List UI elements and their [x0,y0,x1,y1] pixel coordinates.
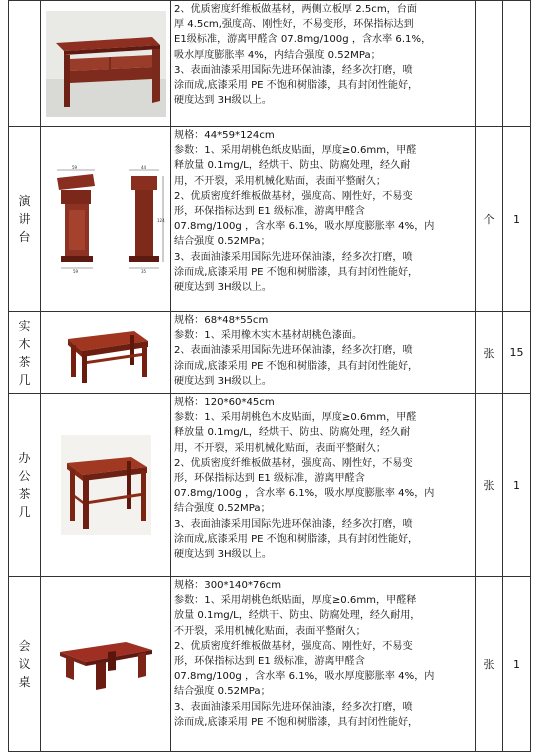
description-line: 结合强度 0.52MPa； [174,503,271,515]
description-line: 硬度达到 3H级以上。 [174,282,272,294]
table-row [9,312,531,394]
description-line: 硬度达到 3H级以上。 [174,375,272,387]
item-quantity: 1 [503,394,531,577]
description-line: 2、表面油漆采用国际先进环保油漆，经多次打磨，喷 [174,345,413,357]
item-description [171,577,476,752]
item-name-cell [9,127,41,312]
podium-dim-label: 59 [71,165,77,170]
item-name-cell [9,312,41,394]
item-image-cell [41,127,171,312]
item-description [171,312,476,394]
podium-photo [43,164,169,274]
description-line: 涂而成,底漆采用 PE 不饱和树脂漆，具有封闭性能好， [174,80,419,92]
table-row [9,394,531,577]
description-line: 规格：300*140*76cm [174,580,282,591]
description-line: 参数：1、采用胡桃色纸皮贴面，厚度≥0.6mm，甲醛 [174,145,417,157]
item-quantity: 1 [503,577,531,752]
description-line: 释放量 0.1mg/L，经烘干、防虫、防腐处理，经久耐 [174,160,411,172]
description-line: 硬度达到 3H级以上。 [174,95,272,107]
podium-dim-label: 124 [156,218,165,223]
item-name-char: 茶 [18,354,31,369]
item-name-char: 台 [18,230,31,244]
item-image-cell [41,577,171,752]
office-tea-table-photo [61,435,151,535]
description-line: 形，环保指标达到 E1 级标准，游离甲醛含 [174,656,365,668]
item-unit: 张 [476,394,503,577]
description-line: 2、优质密度纤维板做基材，强度高、刚性好，不易变 [174,457,413,469]
description-line: 参数：1、采用胡桃色纸贴面，厚度≥0.6mm，甲醛释 [174,595,417,607]
item-unit: 张 [476,312,503,394]
item-name-char: 讲 [18,212,31,226]
item-name-cell [9,577,41,752]
description-line: 用，不开裂，采用机械化贴面，表面平整耐久； [174,175,386,187]
description-line: 2、优质密度纤维板做基材，强度高、刚性好，不易变 [174,640,413,652]
item-name-char: 会 [18,639,31,653]
description-line: 3、表面油漆采用国际先进环保油漆，经多次打磨，喷 [174,251,413,263]
description-line: 吸水厚度膨胀率 4%，内结合强度 0.52MPa； [174,49,381,61]
description-line: 涂而成,底漆采用 PE 不饱和树脂漆，具有封闭性能好， [174,716,419,728]
item-image-cell [41,1,171,127]
item-description [171,394,476,577]
podium-dim-label: 44 [140,165,146,170]
description-line: 3、表面油漆采用国际先进环保油漆，经多次打磨，喷 [174,518,413,530]
item-name-char: 木 [18,336,31,351]
item-unit: 张 [476,577,503,752]
item-name-char: 几 [18,372,31,387]
description-line: 放量 0.1mg/L，经烘干、防虫、防腐处理，经久耐用， [174,610,421,622]
description-line: 涂而成,底漆采用 PE 不饱和树脂漆，具有封闭性能好， [174,533,419,545]
description-line: 3、表面油漆采用国际先进环保油漆，经多次打磨，喷 [174,701,413,713]
description-line: 规格：68*48*55cm [174,315,269,326]
description-line: 涂而成,底漆采用 PE 不饱和树脂漆，具有封闭性能好， [174,266,419,278]
conference-table-photo [56,634,156,694]
description-line: 不开裂，采用机械化贴面，表面平整耐久； [174,625,366,637]
item-image-cell [41,312,171,394]
description-line: 2、优质密度纤维板做基材，强度高、刚性好，不易变 [174,190,413,202]
description-line: 07.8mg/100g ，含水率 6.1%，吸水厚度膨胀率 4%，内 [174,221,435,233]
description-line: 2、优质密度纤维板做基材，两侧立板厚 2.5cm，台面 [174,4,417,15]
item-name-char: 桌 [18,675,31,689]
solid-wood-tea-table-photo [58,321,154,385]
table-row [9,1,531,127]
item-name-char: 办 [18,451,31,465]
description-line: 参数：1、采用橡木实木基材胡桃色漆面。 [174,330,363,342]
description-line: 结合强度 0.52MPa； [174,686,271,698]
description-line: 形，环保指标达到 E1 级标准，游离甲醛含 [174,473,365,485]
item-name-char: 公 [18,469,31,483]
reception-desk-photo [44,9,168,119]
item-name-char: 演 [18,194,31,208]
description-line: 规格：120*60*45cm [174,397,275,408]
item-name-cell [9,394,41,577]
item-description [171,1,476,127]
description-line: 07.8mg/100g ，含水率 6.1%，吸水厚度膨胀率 4%，内 [174,671,435,683]
podium-dim-label: 35 [140,269,146,274]
description-line: 厚 4.5cm,强度高、刚性好，不易变形，环保指标达到 [174,19,414,31]
description-line: 规格：44*59*124cm [174,130,275,141]
description-line: 结合强度 0.52MPa； [174,236,271,248]
item-quantity: 1 [503,127,531,312]
description-line: 用，不开裂，采用机械化贴面，表面平整耐久； [174,442,386,454]
description-line: 形，环保指标达到 E1 级标准，游离甲醛含 [174,206,365,218]
description-line: 参数：1、采用胡桃色木皮贴面，厚度≥0.6mm，甲醛 [174,412,417,424]
item-image-cell [41,394,171,577]
item-description [171,127,476,312]
product-spec-table [8,0,531,752]
item-quantity: 15 [503,312,531,394]
table-row [9,577,531,752]
item-name-char: 茶 [18,487,31,501]
item-name-cell [9,1,41,127]
description-line: E1级标准，游离甲醛含 07.8mg/100g ，含水率 6.1%， [174,34,432,46]
item-unit [476,1,503,127]
item-unit: 个 [476,127,503,312]
description-line: 07.8mg/100g ，含水率 6.1%，吸水厚度膨胀率 4%，内 [174,488,435,500]
description-line: 硬度达到 3H级以上。 [174,549,272,561]
description-line: 涂而成,底漆采用 PE 不饱和树脂漆，具有封闭性能好， [174,360,419,372]
item-quantity [503,1,531,127]
description-line: 释放量 0.1mg/L，经烘干、防虫、防腐处理，经久耐 [174,427,411,439]
podium-dim-label: 59 [72,269,78,274]
table-row [9,127,531,312]
description-line: 3、表面油漆采用国际先进环保油漆，经多次打磨，喷 [174,64,413,76]
item-name-char: 实 [18,318,31,333]
item-name-char: 议 [18,657,31,671]
item-name-char: 几 [18,505,31,519]
